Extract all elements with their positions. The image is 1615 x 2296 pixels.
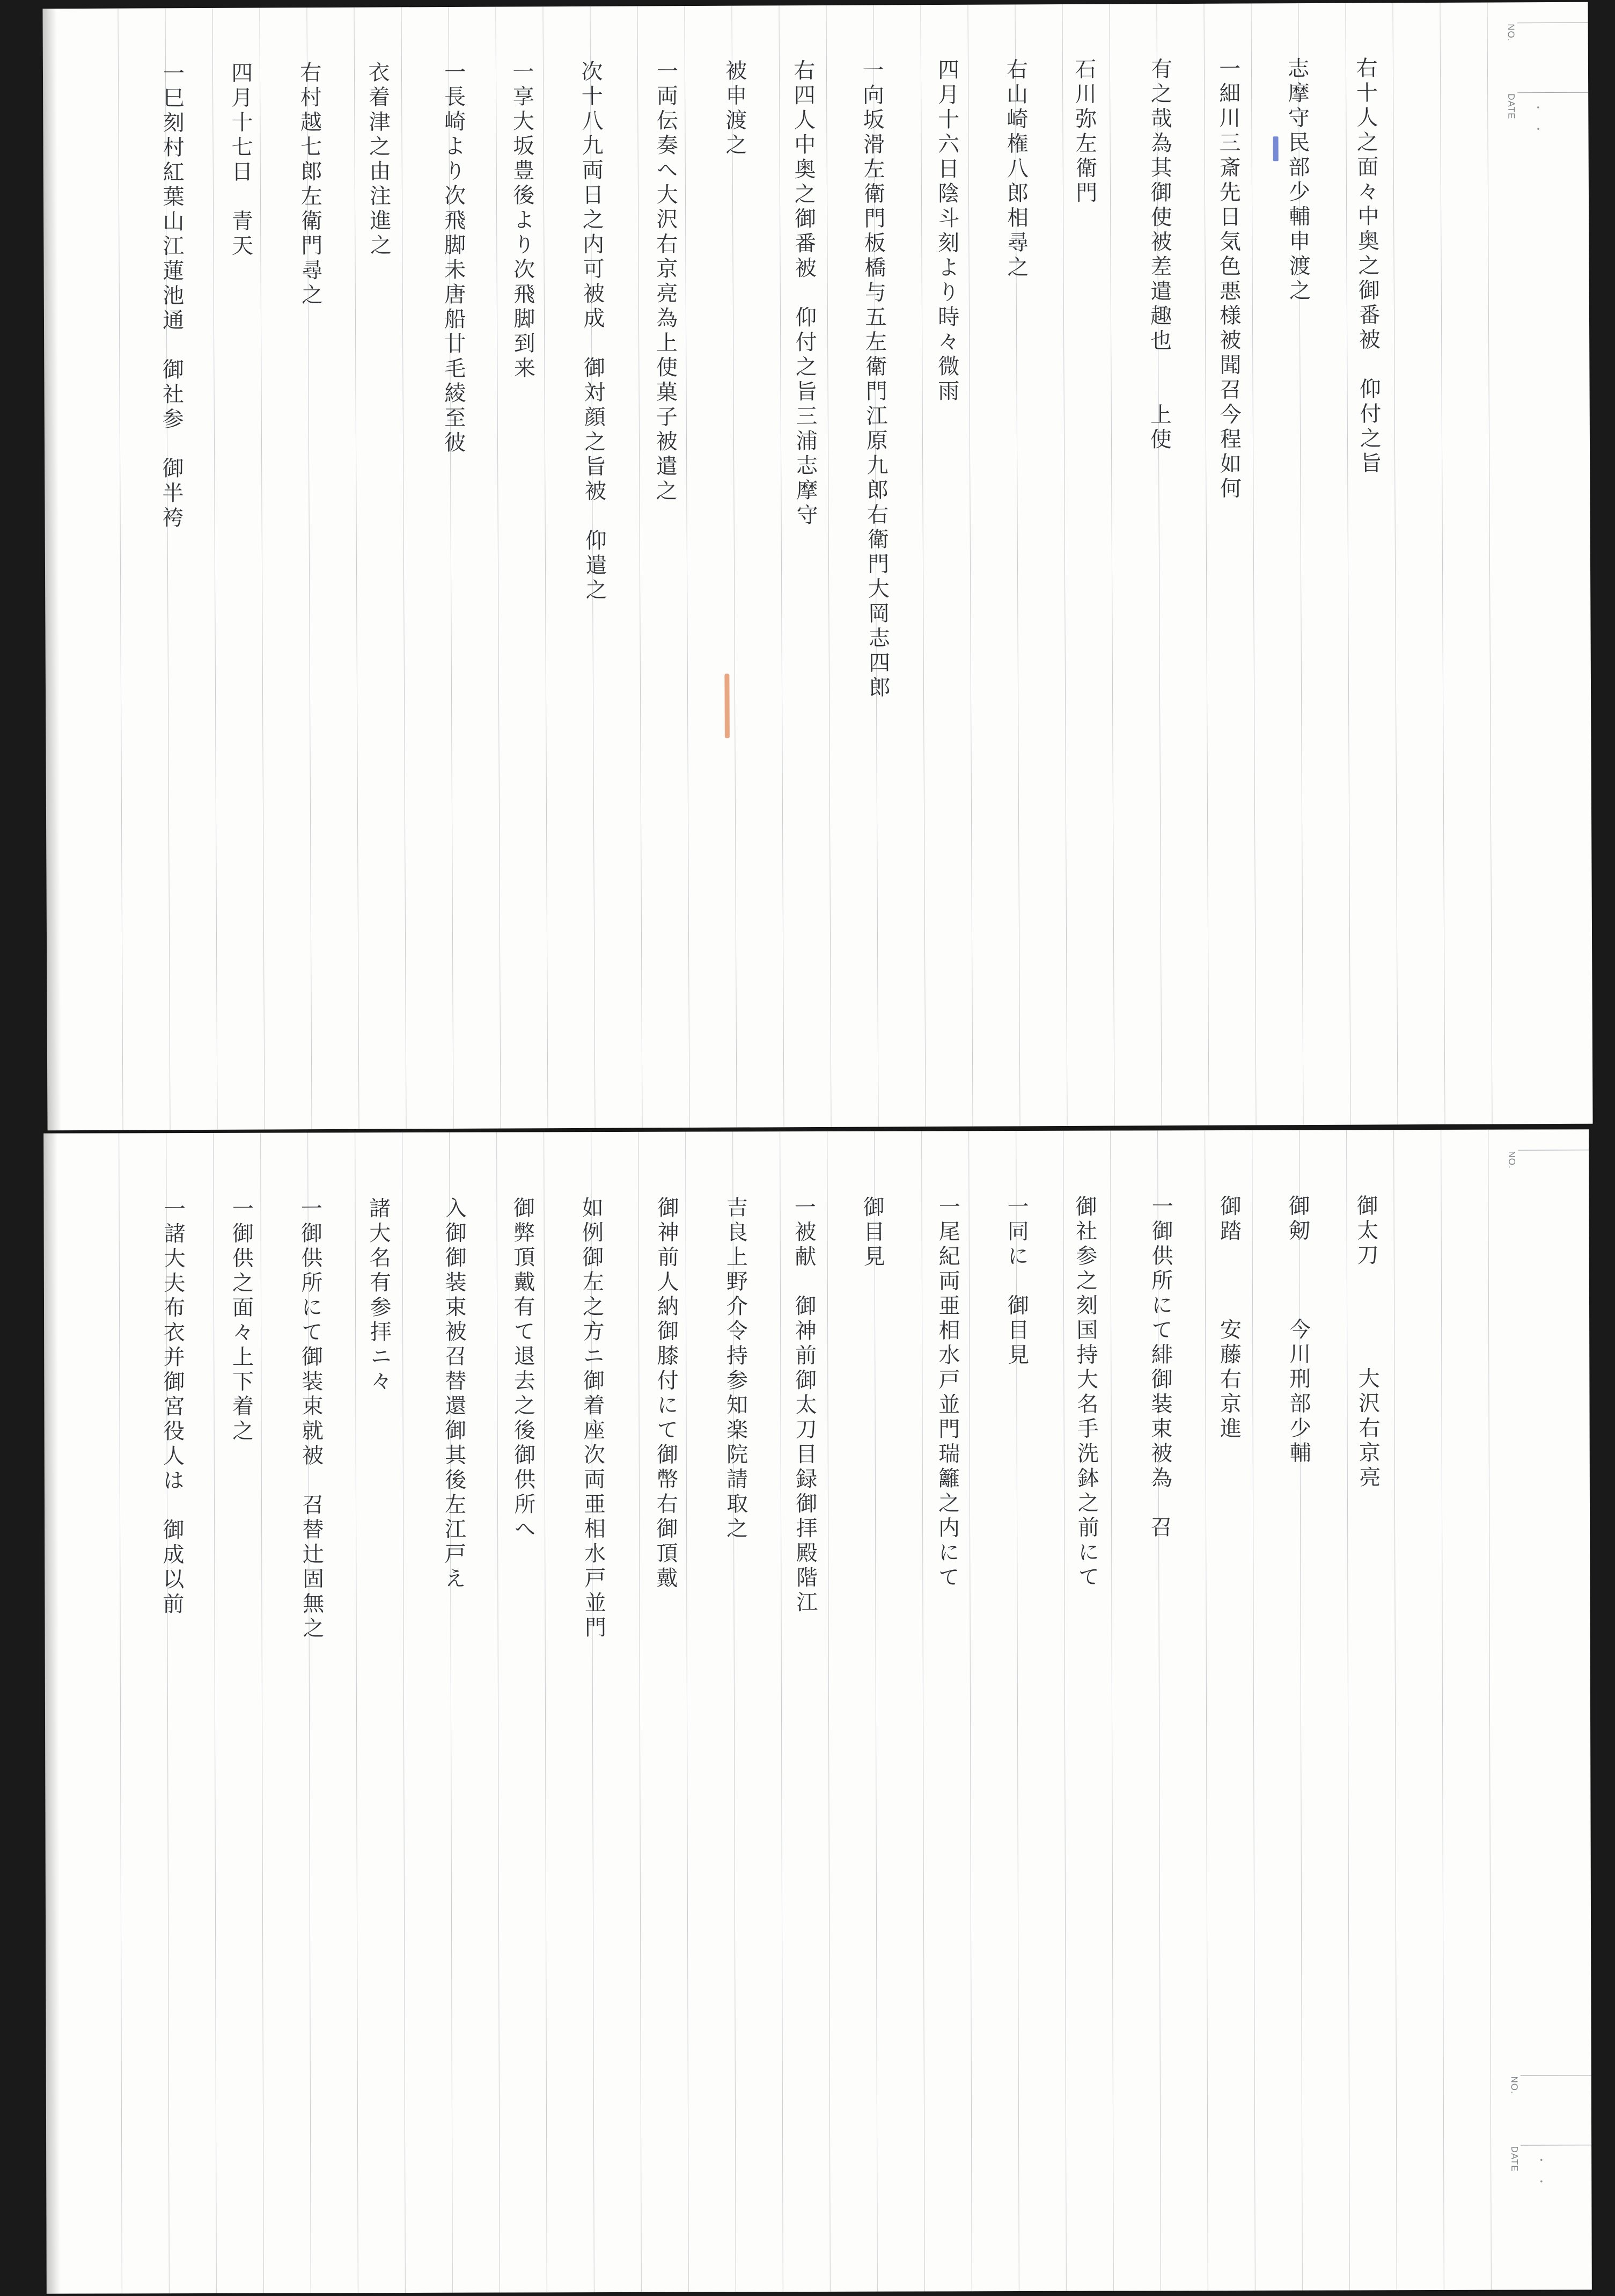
text-column: 御剱 今川刑部少輔 — [1284, 1194, 1311, 1466]
text-column: 一尾紀両亜相水戸並門瑞籬之内にて — [935, 1195, 960, 1591]
no-label: NO. — [1507, 1151, 1517, 1169]
rule-line — [1392, 3, 1398, 1124]
rule-line — [544, 1132, 547, 2292]
text-column: 一諸大夫布衣并御宮役人は 御成以前 — [159, 1197, 186, 1618]
rule-line — [779, 5, 784, 1127]
no-label: NO. — [1506, 24, 1516, 42]
page-footer-bottom — [1463, 2074, 1581, 2235]
text-column: 一享大坂豊後より次飛脚到来 — [509, 60, 535, 382]
text-column: 諸大名有参拝ニ々 — [365, 1196, 392, 1395]
text-column: 如例御左之方ニ御着座次両亜相水戸並門 — [578, 1196, 606, 1641]
rule-line — [1441, 1130, 1444, 2290]
text-column: 一御供所にて御装束就被 召替辻固無之 — [297, 1197, 324, 1642]
rule-line — [1205, 1130, 1208, 2291]
text-column: 御踏 安藤右京進 — [1216, 1194, 1242, 1442]
rule-line — [1109, 4, 1114, 1126]
rule-line — [638, 1132, 642, 2292]
rule-line — [1062, 4, 1067, 1126]
rule-line — [637, 6, 642, 1128]
rule-line — [1251, 3, 1256, 1125]
rule-line — [213, 1133, 217, 2293]
rule-line — [542, 6, 548, 1128]
text-column: 吉良上野介令持参知楽院請取之 — [723, 1196, 748, 1542]
rule-line — [259, 8, 265, 1130]
text-column: 四月十七日 青天 — [227, 61, 253, 259]
notebook-page-bottom — [43, 1129, 1592, 2294]
rule-line — [826, 5, 831, 1127]
rule-line — [1393, 1130, 1397, 2290]
rule-line — [684, 6, 689, 1128]
rule-line — [496, 1132, 500, 2293]
text-column: 被申渡之 — [722, 59, 747, 158]
rule-line — [402, 1132, 406, 2293]
rule-line — [354, 8, 359, 1129]
rule-line — [780, 1131, 783, 2292]
text-column: 石川弥左衛門 — [1071, 57, 1098, 207]
rule-line — [1203, 4, 1209, 1125]
page-header-bottom — [1460, 1149, 1579, 1310]
text-column: 一同に 御目見 — [1003, 1195, 1029, 1369]
rule-line — [212, 8, 217, 1130]
text-column: 一御供之面々上下着之 — [229, 1197, 254, 1444]
date-dots: ・ ・ — [1531, 102, 1543, 135]
text-column: 有之哉為其御使被差遣趣也 上使 — [1146, 57, 1172, 453]
rule-line — [1345, 3, 1350, 1125]
blue-pen-mark — [1273, 136, 1279, 161]
rule-line — [355, 1132, 358, 2293]
no-label-2: NO. — [1509, 2076, 1519, 2094]
date-label: DATE — [1506, 93, 1517, 120]
rule-line — [1252, 1130, 1256, 2291]
rule-line — [119, 1133, 122, 2293]
text-column: 右山崎権八郎相尋之 — [1003, 58, 1029, 281]
date-label-2: DATE — [1509, 2146, 1520, 2172]
text-column: 右四人中奥之御番被 仰付之旨三浦志摩守 — [790, 59, 818, 529]
rule-line — [1440, 3, 1445, 1124]
rule-line — [1346, 1130, 1350, 2290]
text-column: 一長崎より次飛脚未唐船廿毛綾至彼 — [441, 60, 466, 456]
text-column: 御太刀 大沢右京亮 — [1353, 1194, 1381, 1491]
rule-line — [1063, 1131, 1067, 2291]
text-column: 御目見 — [859, 1195, 885, 1270]
rule-line — [685, 1132, 689, 2292]
text-column: 一向坂滑左衛門板橋与五左衛門江原九郎右衛門大岡志四郎 — [858, 59, 891, 701]
rule-line — [920, 5, 926, 1127]
notebook-page-top — [42, 2, 1592, 1131]
text-column: 御神前人納御膝付にて御幣右御頂戴 — [652, 1196, 679, 1591]
rule-line — [401, 7, 406, 1129]
text-column: 四月十六日陰斗刻より時々微雨 — [934, 58, 959, 404]
rule-line — [495, 7, 501, 1129]
text-column: 右十人之面々中奥之御番被 仰付之旨 — [1352, 56, 1382, 477]
text-column: 右村越七郎左衛門尋之 — [296, 61, 323, 309]
text-column: 志摩守民部少輔申渡之 — [1284, 56, 1311, 304]
text-column: 一御供所にて緋御装束被為 召 — [1147, 1195, 1173, 1541]
text-column: 一被献 御神前御太刀目録御拝殿階江 — [791, 1195, 818, 1616]
text-column: 一巳刻村紅葉山江蓮池通 御社参 御半袴 — [158, 62, 185, 531]
rule-line — [260, 1133, 264, 2293]
text-column: 一細川三斎先日気色悪様被聞召今程如何 — [1215, 57, 1242, 502]
rule-line — [921, 1131, 925, 2291]
text-column: 御社参之刻国持大名手洗鉢之前にて — [1072, 1195, 1100, 1590]
rule-line — [968, 1131, 972, 2291]
text-column: 御弊頂戴有て退去之後御供所へ — [510, 1196, 536, 1542]
rule-line — [1110, 1131, 1114, 2291]
rule-line — [827, 1131, 831, 2292]
date-dots-2: ・ ・ — [1534, 2154, 1546, 2187]
text-column: 次十八九両日之内可被成 御対顔之旨被 仰遣之 — [577, 60, 607, 604]
rule-line — [118, 9, 123, 1130]
text-column: 衣着津之由注進之 — [364, 61, 392, 259]
rule-line — [967, 5, 973, 1127]
text-column: 一両伝奏へ大沢右京亮為上使菓子被遣之 — [652, 60, 678, 504]
page-header-top — [1459, 21, 1578, 183]
text-column: 入御御装束被召替還御其後左江戸え — [441, 1196, 467, 1592]
